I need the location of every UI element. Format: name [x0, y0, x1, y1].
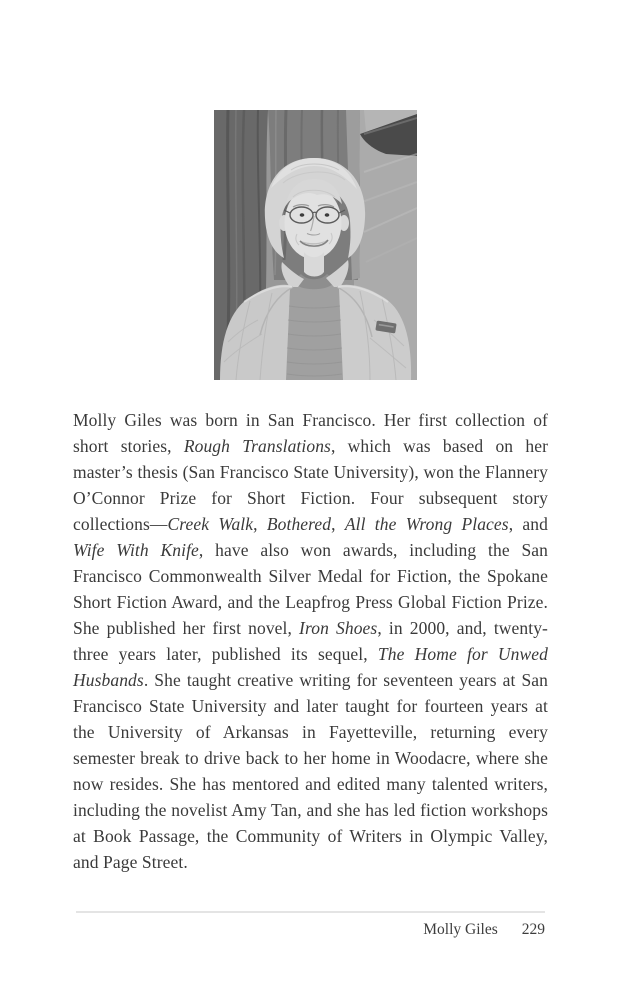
- running-footer-author: Molly Giles: [423, 921, 498, 938]
- page-number: 229: [521, 921, 545, 938]
- author-bio-text: Molly Giles was born in San Francisco. Her first collection of short stories, Rough Translations, which was based on her master’s thesis (San Francisco State University), won the Flannery O’Connor Prize for Short Fiction. Four subsequent story collections—Creek Walk, Bothered, All the Wrong Places, and Wife With Knife, have also won awards, including the San Francisco Commonwealth Silver Medal for Fiction, the Spokane Short Fiction Award, and the Leapfrog Press Global Fiction Prize. She published her first novel, Iron Shoes, in 2000, and, twenty-three years later, published its sequel, The Home for Unwed Husbands. She taught creative writing for seventeen years at San Francisco State University and later taught for fourteen years at the University of Arkansas in Fayetteville, returning every semester break to drive back to her home in Woodacre, where she now resides. She has mentored and edited many talented writers, including the novelist Amy Tan, and she has led fiction workshops at Book Passage, the Community of Writers in Olympic Valley, and Page Street.: [73, 409, 549, 872]
- author-photo-illustration: [214, 110, 417, 380]
- page-footer: [73, 919, 545, 941]
- author-photo: [214, 110, 417, 380]
- footer-rule: [76, 911, 545, 913]
